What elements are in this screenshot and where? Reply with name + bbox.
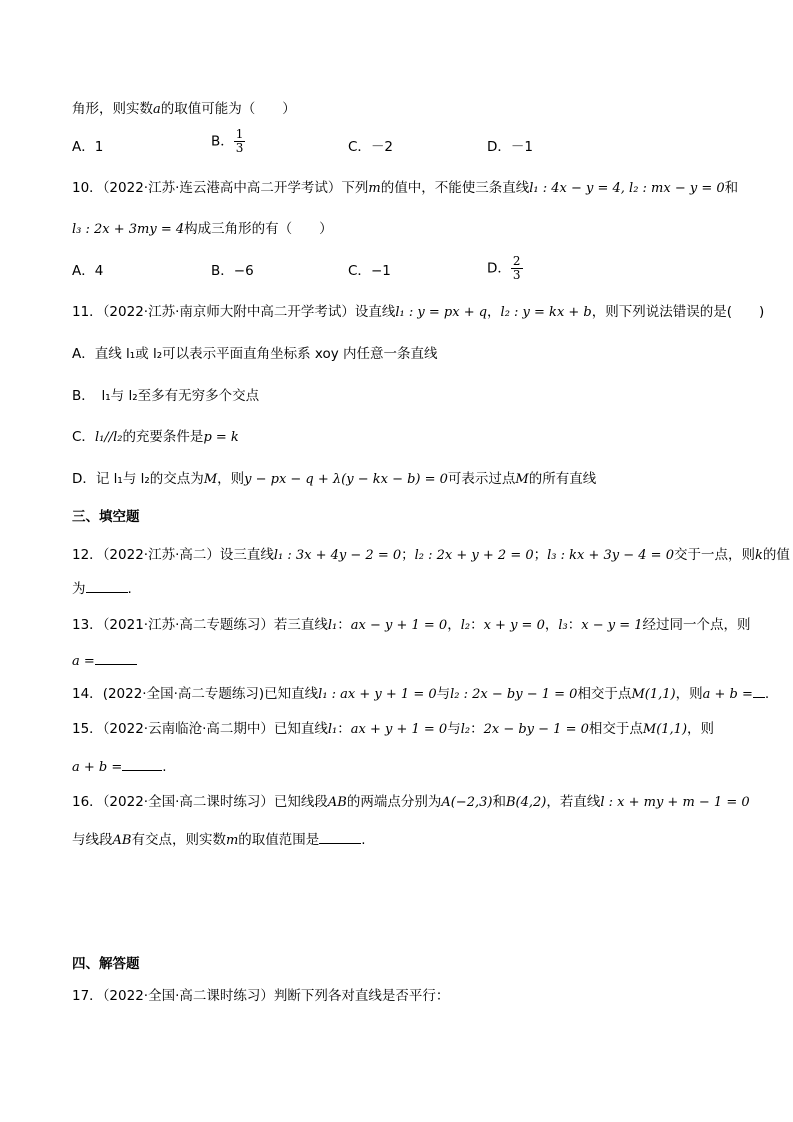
q10-option-d: D． $\frac{2}{3}$ <box>487 254 521 282</box>
q12-stem: 12．（2022·江苏·高二）设三直线l₁ : 3x + 4y − 2 = 0；l₂ : 2x + y + 2 = 0；l₃ : kx + 3y − 4 = 0交于一点，则k的值 <box>72 547 790 563</box>
q9-option-a: A．1 <box>72 139 104 155</box>
q9-stem: 角形，则实数a的取值可能为（ ） <box>72 101 296 117</box>
fraction: $\frac{1}{3}$ <box>235 127 244 155</box>
q11-stem: 11．（2022·江苏·南京师大附中高二开学考试）设直线l₁ : y = px + q，l₂ : y = kx + b，则下列说法错误的是( ) <box>72 304 765 320</box>
q11-option-d: D．记 l₁与 l₂的交点为M，则y − px − q + λ(y − kx − b) = 0可表示过点M的所有直线 <box>72 471 597 487</box>
q10-option-c: C．−1 <box>348 263 391 279</box>
q16-stem-2: 与线段AB有交点，则实数m的取值范围是 . <box>72 829 733 852</box>
q10-stem: 10．（2022·江苏·连云港高中高二开学考试）下列m的值中，不能使三条直线l₁ : 4x − y = 4, l₂ : mx − y = 0和 <box>72 180 739 196</box>
q10-option-b: B．−6 <box>211 263 254 279</box>
q13-answer: a = <box>72 650 733 673</box>
q9-option-c: C．－2 <box>348 139 394 155</box>
q17-stem: 17．（2022·全国·高二课时练习）判断下列各对直线是否平行： <box>72 988 450 1004</box>
q12-answer: 为 . <box>72 578 733 600</box>
q15-stem: 15．（2022·云南临沧·高二期中）已知直线l₁：ax + y + 1 = 0与l₂：2x − by − 1 = 0相交于点M(1,1)，则 <box>72 721 715 737</box>
q9-option-d: D．－1 <box>487 139 533 155</box>
answer-blank[interactable] <box>319 829 361 844</box>
q13-stem: 13．（2021·江苏·高二专题练习）若三直线l₁：ax − y + 1 = 0，l₂：x + y = 0，l₃：x − y = 1经过同一个点，则 <box>72 617 751 633</box>
q15-answer: a + b = . <box>72 756 733 779</box>
q16-stem: 16．（2022·全国·高二课时练习）已知线段AB的两端点分别为A(−2,3)和B(4,2)，若直线l : x + my + m − 1 = 0 <box>72 794 750 810</box>
q14-stem: 14．(2022·全国·高二专题练习)已知直线l₁ : ax + y + 1 = 0与l₂ : 2x − by − 1 = 0相交于点M(1,1)，则a + b = . <box>72 683 733 706</box>
q9-option-b: B． $\frac{1}{3}$ <box>211 127 244 155</box>
q10-stem-2: l₃ : 2x + 3my = 4构成三角形的有（ ） <box>72 221 333 237</box>
q11-option-c: C．l₁//l₂的充要条件是p = k <box>72 429 239 445</box>
section-heading-fill-in: 三、填空题 <box>72 509 140 525</box>
answer-blank[interactable] <box>753 683 765 698</box>
fraction: $\frac{2}{3}$ <box>512 254 521 282</box>
answer-blank[interactable] <box>95 650 137 665</box>
q11-option-a: A．直线 l₁或 l₂可以表示平面直角坐标系 xoy 内任意一条直线 <box>72 346 438 362</box>
answer-blank[interactable] <box>122 756 162 771</box>
q11-option-b: B． l₁与 l₂至多有无穷多个交点 <box>72 388 260 404</box>
answer-blank[interactable] <box>86 578 128 593</box>
q10-option-a: A．4 <box>72 263 104 279</box>
section-heading-answer: 四、解答题 <box>72 956 140 972</box>
